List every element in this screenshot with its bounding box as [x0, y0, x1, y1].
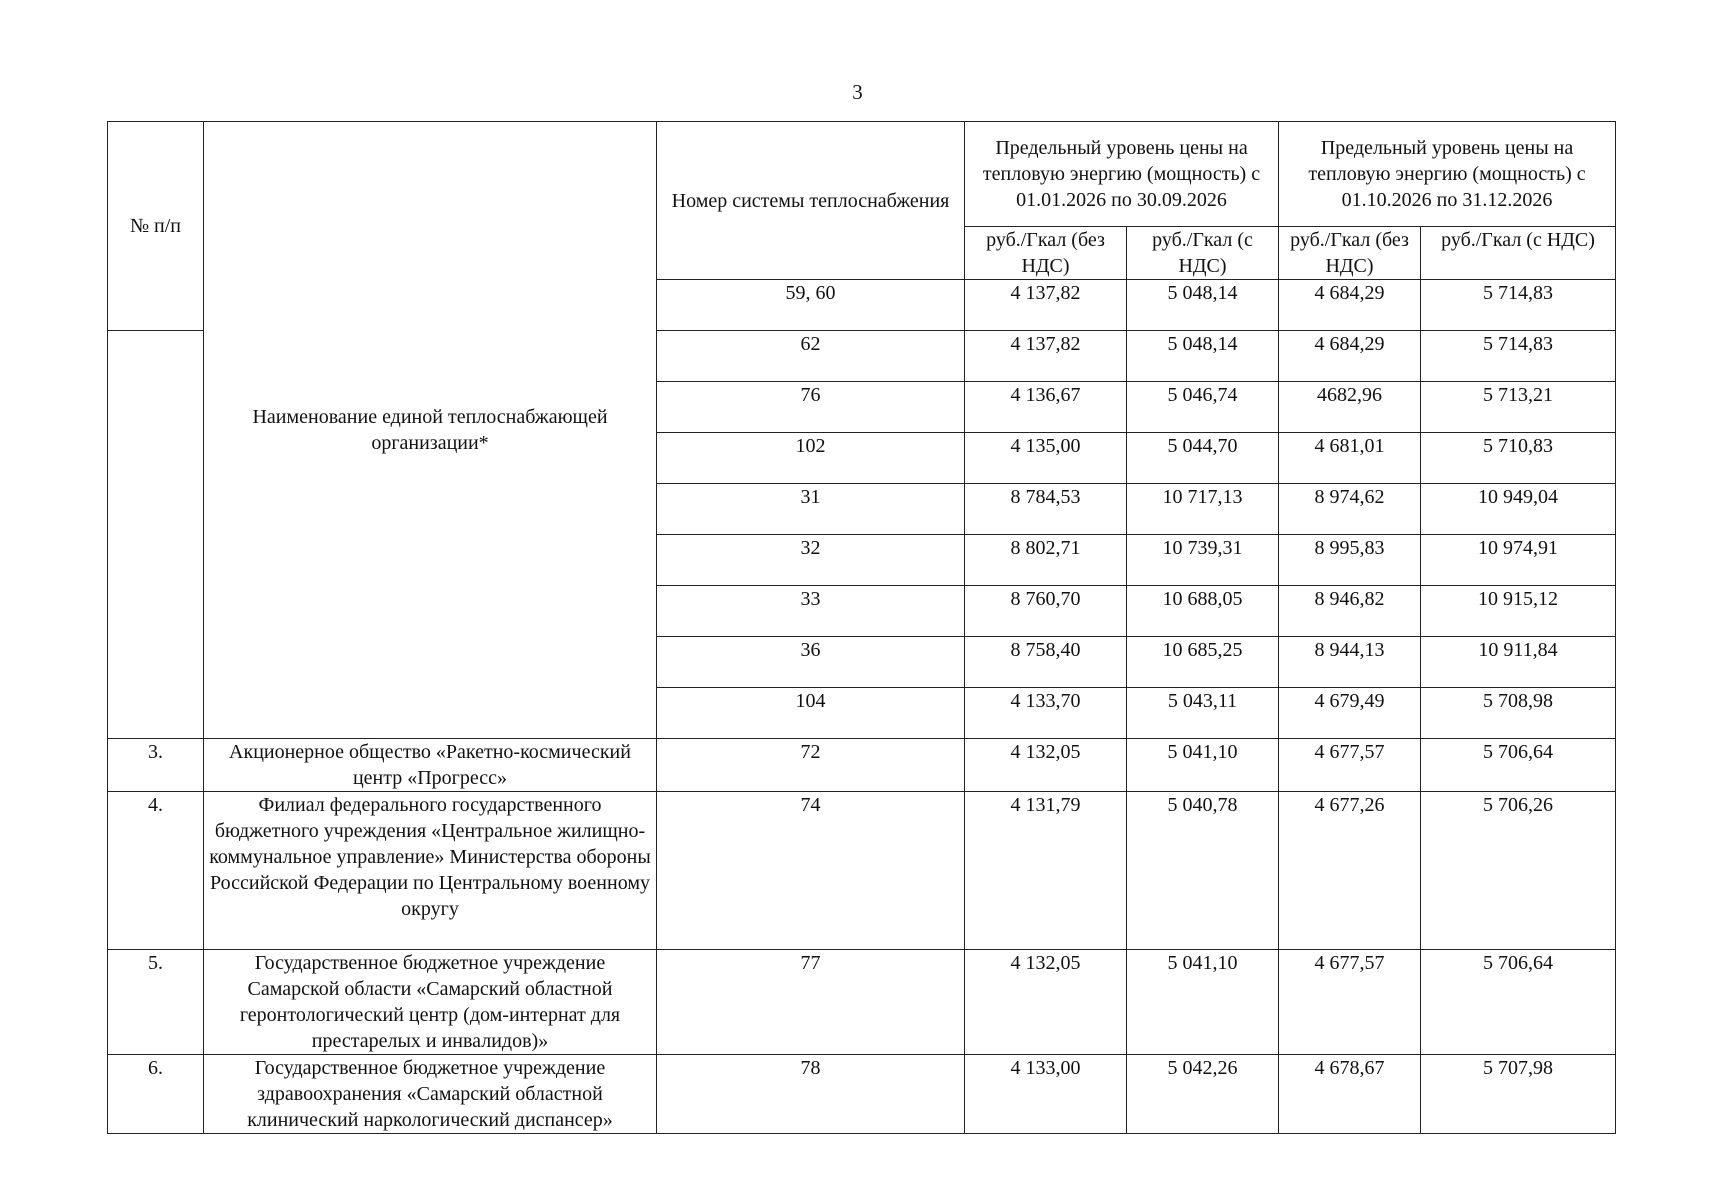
- cell-system: 77: [657, 950, 965, 1055]
- cell-p2-no-vat: 4 677,57: [1279, 739, 1421, 792]
- cell-p2-vat: 10 974,91: [1421, 535, 1616, 586]
- cell-org-name: Государственное бюджетное учреждение здравоохранения «Самарский областной клинический наркологический диспансер»: [204, 1055, 657, 1134]
- cell-p2-no-vat: 4 681,01: [1279, 433, 1421, 484]
- cell-p2-vat: 10 949,04: [1421, 484, 1616, 535]
- table-row: [108, 950, 1616, 1055]
- cell-system: 72: [657, 739, 965, 792]
- header-period-1: Предельный уровень цены на тепловую энергию (мощность) с 01.01.2026 по 30.09.2026: [965, 122, 1279, 227]
- cell-p1-no-vat: 4 136,67: [965, 382, 1127, 433]
- cell-p2-vat: 5 713,21: [1421, 382, 1616, 433]
- cell-p1-no-vat: 4 133,00: [965, 1055, 1127, 1134]
- cell-p2-vat: 5 707,98: [1421, 1055, 1616, 1134]
- cell-p1-vat: 10 739,31: [1127, 535, 1279, 586]
- cell-p2-vat: 5 710,83: [1421, 433, 1616, 484]
- cell-p2-no-vat: 4 684,29: [1279, 331, 1421, 382]
- cell-p2-vat: 10 911,84: [1421, 637, 1616, 688]
- cell-p1-no-vat: 8 760,70: [965, 586, 1127, 637]
- header-row: [108, 122, 1616, 227]
- cell-p2-vat: 5 706,26: [1421, 792, 1616, 950]
- cell-p1-vat: 5 046,74: [1127, 382, 1279, 433]
- cell-p2-no-vat: 8 946,82: [1279, 586, 1421, 637]
- cell-system: 33: [657, 586, 965, 637]
- cell-p2-no-vat: 4682,96: [1279, 382, 1421, 433]
- cell-p2-no-vat: 4 677,57: [1279, 950, 1421, 1055]
- cell-p2-no-vat: 4 684,29: [1279, 280, 1421, 331]
- cell-system: 32: [657, 535, 965, 586]
- cell-system: 74: [657, 792, 965, 950]
- cell-p1-no-vat: 4 131,79: [965, 792, 1127, 950]
- cell-p1-vat: 10 688,05: [1127, 586, 1279, 637]
- table-row: [108, 739, 1616, 792]
- cell-system: 31: [657, 484, 965, 535]
- cell-p1-no-vat: 4 133,70: [965, 688, 1127, 739]
- cell-p1-vat: 5 048,14: [1127, 280, 1279, 331]
- cell-p1-vat: 5 043,11: [1127, 688, 1279, 739]
- cell-org-name: Филиал федерального государственного бюджетного учреждения «Центральное жилищно-коммунальное управление» Министерства обороны Российской Федерации по Центральному военному округу: [204, 792, 657, 950]
- cell-num: 3.: [108, 739, 204, 792]
- header-num: № п/п: [108, 122, 204, 331]
- cell-p2-no-vat: 8 995,83: [1279, 535, 1421, 586]
- cell-p1-vat: 5 042,26: [1127, 1055, 1279, 1134]
- cell-org-name: Акционерное общество «Ракетно-космический центр «Прогресс»: [204, 739, 657, 792]
- header-org-name: Наименование единой теплоснабжающей организации*: [204, 122, 657, 739]
- cell-p1-vat: 5 040,78: [1127, 792, 1279, 950]
- cell-p1-vat: 5 044,70: [1127, 433, 1279, 484]
- cell-p1-vat: 10 717,13: [1127, 484, 1279, 535]
- cell-p1-vat: 10 685,25: [1127, 637, 1279, 688]
- cell-org-name: Государственное бюджетное учреждение Самарской области «Самарский областной геронтологический центр (дом-интернат для престарелых и инвалидов)»: [204, 950, 657, 1055]
- cell-num: 6.: [108, 1055, 204, 1134]
- header-p1-vat: руб./Гкал (с НДС): [1127, 227, 1279, 280]
- cell-num: 4.: [108, 792, 204, 950]
- cell-p1-no-vat: 4 137,82: [965, 331, 1127, 382]
- cell-system: 104: [657, 688, 965, 739]
- cell-system: 76: [657, 382, 965, 433]
- cell-p1-no-vat: 8 802,71: [965, 535, 1127, 586]
- cell-p1-vat: 5 041,10: [1127, 950, 1279, 1055]
- cell-system: 78: [657, 1055, 965, 1134]
- cell-p2-no-vat: 8 944,13: [1279, 637, 1421, 688]
- cell-p1-vat: 5 041,10: [1127, 739, 1279, 792]
- table-row: [108, 1055, 1616, 1134]
- page-number: 3: [852, 80, 863, 104]
- cell-p2-no-vat: 4 678,67: [1279, 1055, 1421, 1134]
- header-system-number: Номер системы теплоснабжения: [657, 122, 965, 280]
- cell-p1-no-vat: 8 784,53: [965, 484, 1127, 535]
- cell-p1-no-vat: 8 758,40: [965, 637, 1127, 688]
- header-period-2: Предельный уровень цены на тепловую энергию (мощность) с 01.10.2026 по 31.12.2026: [1279, 122, 1616, 227]
- cell-num-empty: [108, 331, 204, 739]
- cell-system: 102: [657, 433, 965, 484]
- cell-system: 36: [657, 637, 965, 688]
- header-p1-no-vat: руб./Гкал (без НДС): [965, 227, 1127, 280]
- cell-p2-no-vat: 8 974,62: [1279, 484, 1421, 535]
- header-p2-vat: руб./Гкал (с НДС): [1421, 227, 1616, 280]
- cell-p1-vat: 5 048,14: [1127, 331, 1279, 382]
- cell-system: 59, 60: [657, 280, 965, 331]
- cell-p1-no-vat: 4 132,05: [965, 950, 1127, 1055]
- cell-num: 5.: [108, 950, 204, 1055]
- cell-p2-no-vat: 4 677,26: [1279, 792, 1421, 950]
- cell-system: 62: [657, 331, 965, 382]
- cell-p2-vat: 5 708,98: [1421, 688, 1616, 739]
- cell-p1-no-vat: 4 132,05: [965, 739, 1127, 792]
- cell-p2-vat: 5 714,83: [1421, 331, 1616, 382]
- cell-p2-vat: 5 706,64: [1421, 739, 1616, 792]
- cell-p2-no-vat: 4 679,49: [1279, 688, 1421, 739]
- tariff-table: [107, 121, 1616, 1134]
- cell-p2-vat: 5 714,83: [1421, 280, 1616, 331]
- cell-p1-no-vat: 4 137,82: [965, 280, 1127, 331]
- cell-p2-vat: 5 706,64: [1421, 950, 1616, 1055]
- cell-p1-no-vat: 4 135,00: [965, 433, 1127, 484]
- table-row: [108, 792, 1616, 950]
- header-p2-no-vat: руб./Гкал (без НДС): [1279, 227, 1421, 280]
- cell-p2-vat: 10 915,12: [1421, 586, 1616, 637]
